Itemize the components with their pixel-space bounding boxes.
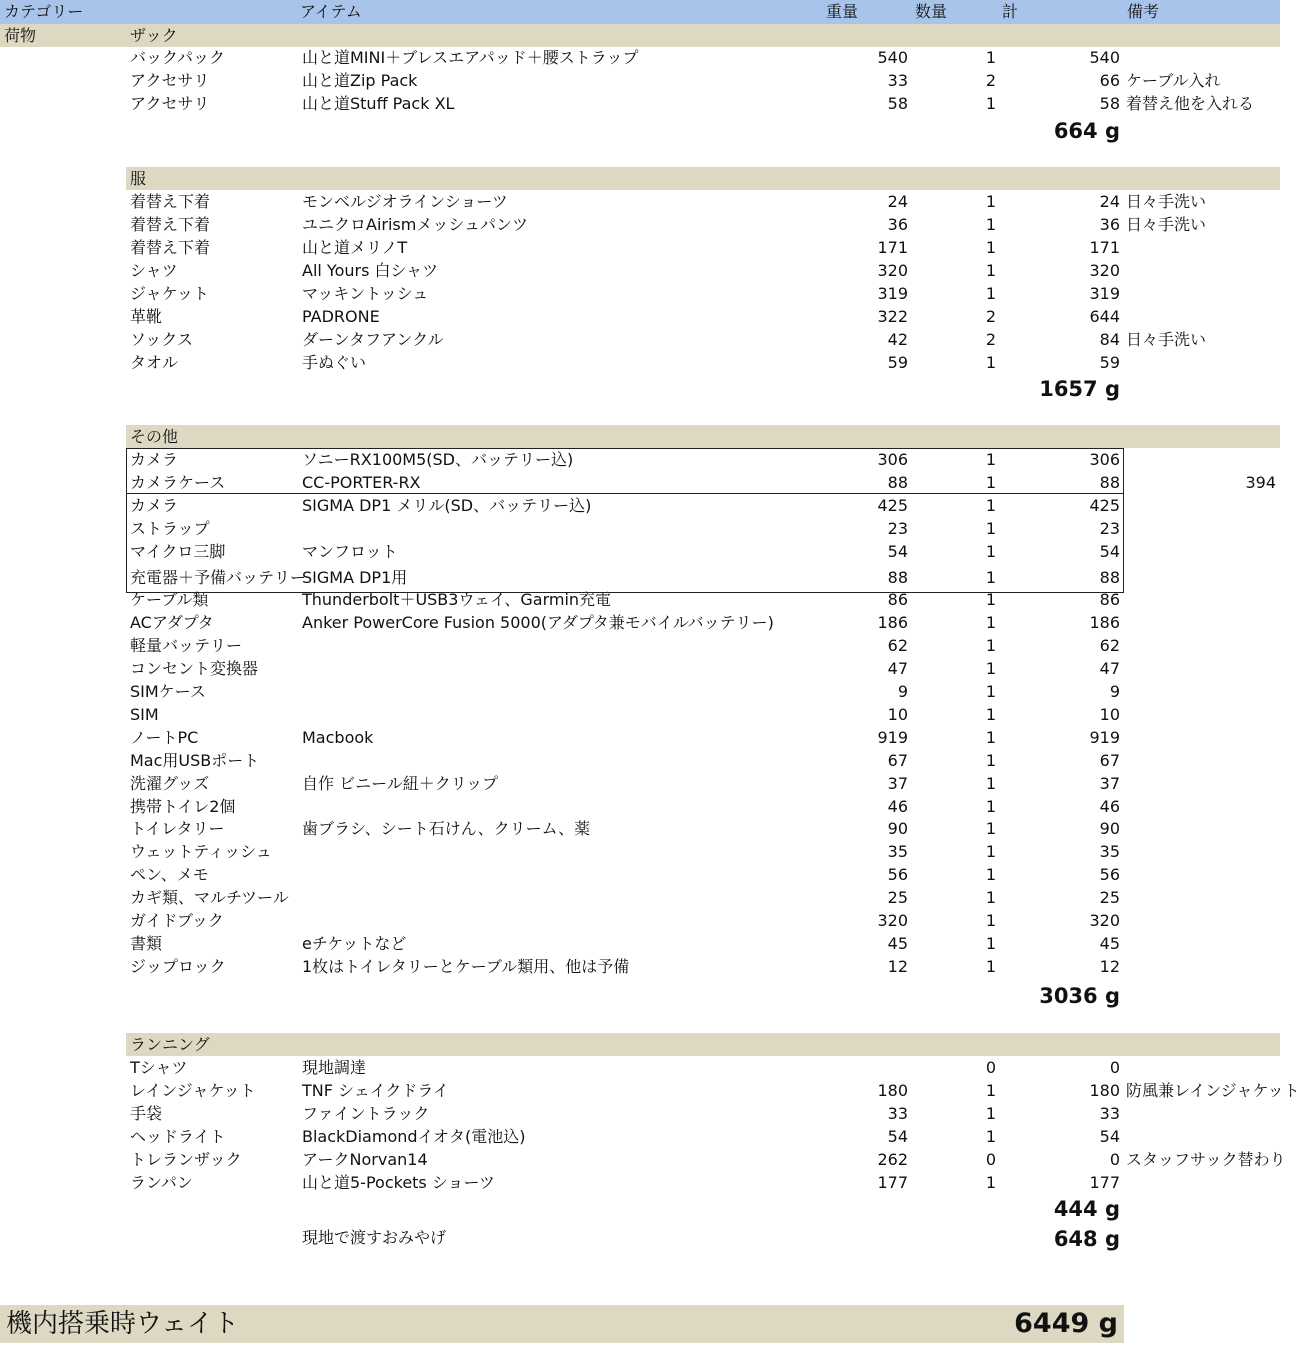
- row-item: BlackDiamondイオタ(電池込): [302, 1127, 526, 1146]
- row-qty: 1: [985, 215, 997, 234]
- row-total: 23: [1099, 519, 1120, 538]
- row-qty: 1: [985, 751, 997, 770]
- row-weight: 171: [877, 238, 908, 257]
- row-qty: 1: [985, 542, 997, 561]
- row-total: 186: [1089, 613, 1120, 632]
- row-note: 日々手洗い: [1126, 330, 1207, 349]
- row-weight: 59: [887, 353, 908, 372]
- row-qty: 2: [985, 330, 997, 349]
- row-category: カメラケース: [130, 473, 226, 492]
- row-category: ストラップ: [130, 519, 210, 538]
- row-item: PADRONE: [302, 307, 380, 326]
- row-weight: [800, 1056, 908, 1079]
- row-item: Thunderbolt＋USB3ウェイ、Garmin充電: [302, 590, 612, 609]
- row-category: Mac用USBポート: [130, 751, 260, 770]
- row-weight: 62: [887, 636, 908, 655]
- row-weight: 12: [887, 957, 908, 976]
- row-category: SIMケース: [130, 682, 206, 701]
- row-total: 425: [1089, 496, 1120, 515]
- row-total: 25: [1099, 888, 1120, 907]
- row-category: 洗濯グッズ: [130, 774, 210, 793]
- row-note: 日々手洗い: [1126, 192, 1207, 211]
- row-weight: 180: [877, 1081, 908, 1100]
- row-qty: 1: [985, 705, 997, 724]
- row-weight: 54: [887, 1127, 908, 1146]
- row-weight: 45: [887, 934, 908, 953]
- row-category: マイクロ三脚: [130, 542, 226, 561]
- row-qty: 1: [985, 1173, 997, 1192]
- row-item: SIGMA DP1 メリル(SD、バッテリー込): [302, 496, 592, 515]
- section-bar: [126, 1033, 1280, 1056]
- row-qty: 1: [985, 911, 997, 930]
- row-total: 919: [1089, 728, 1120, 747]
- row-total: 644: [1089, 307, 1120, 326]
- row-weight: 25: [887, 888, 908, 907]
- row-total: 0: [1109, 1058, 1120, 1077]
- row-qty: 1: [985, 934, 997, 953]
- section-label: ランニング: [130, 1035, 210, 1054]
- row-weight: 90: [887, 819, 908, 838]
- camera-group-border: [126, 448, 1124, 494]
- row-total: 0: [1109, 1150, 1120, 1169]
- row-total: 46: [1099, 797, 1120, 816]
- row-item: マンフロット: [302, 542, 398, 561]
- row-category: タオル: [130, 353, 179, 372]
- row-category: バックパック: [130, 48, 226, 67]
- row-item: アークNorvan14: [302, 1150, 428, 1169]
- row-total: 67: [1099, 751, 1120, 770]
- row-qty: 1: [985, 682, 997, 701]
- souvenir-label: 現地で渡すおみやげ: [302, 1228, 447, 1247]
- row-qty: 1: [985, 728, 997, 747]
- row-item: ダーンタフアンクル: [302, 330, 444, 349]
- row-qty: 1: [985, 473, 997, 492]
- header-total: 計: [1002, 2, 1019, 21]
- header-category: カテゴリー: [4, 2, 84, 21]
- row-total: 35: [1099, 842, 1120, 861]
- row-weight: 177: [877, 1173, 908, 1192]
- section-bar: [126, 167, 1280, 190]
- row-weight: 36: [887, 215, 908, 234]
- row-qty: 1: [985, 636, 997, 655]
- row-category: トイレタリー: [130, 819, 225, 838]
- row-category: ランパン: [130, 1173, 193, 1192]
- row-item: マッキントッシュ: [302, 284, 429, 303]
- row-qty: 1: [985, 1104, 997, 1123]
- row-item: SIGMA DP1用: [302, 568, 408, 587]
- row-item: ユニクロAirismメッシュパンツ: [302, 215, 529, 234]
- row-category: カギ類、マルチツール: [130, 888, 289, 907]
- row-category: アクセサリ: [130, 94, 210, 113]
- row-item: eチケットなど: [302, 934, 407, 953]
- row-weight: 23: [887, 519, 908, 538]
- column-header-bar: [0, 0, 1280, 24]
- row-total: 306: [1089, 450, 1120, 469]
- row-total: 88: [1099, 568, 1120, 587]
- row-total: 86: [1099, 590, 1120, 609]
- row-total: 180: [1089, 1081, 1120, 1100]
- row-category: トレランザック: [130, 1150, 242, 1169]
- row-item: 自作 ビニール紐＋クリップ: [302, 774, 499, 793]
- row-total: 37: [1099, 774, 1120, 793]
- row-qty: 1: [985, 819, 997, 838]
- row-weight: 33: [887, 1104, 908, 1123]
- row-weight: 186: [877, 613, 908, 632]
- final-total-label: 機内搭乗時ウェイト: [6, 1309, 239, 1339]
- row-qty: 2: [985, 307, 997, 326]
- row-total: 9: [1109, 682, 1120, 701]
- row-category: 着替え下着: [130, 215, 211, 234]
- row-note: スタッフサック替わり: [1126, 1150, 1286, 1169]
- row-category: ガイドブック: [130, 911, 224, 930]
- row-qty: 1: [985, 1081, 997, 1100]
- row-category: ケーブル類: [130, 590, 209, 609]
- row-note: 防風兼レインジャケット: [1126, 1081, 1300, 1100]
- final-total-bar: [0, 1305, 1124, 1343]
- camera-group-border: [126, 493, 1124, 593]
- row-weight: 47: [887, 659, 908, 678]
- row-category: ソックス: [130, 330, 194, 349]
- row-weight: 9: [897, 682, 908, 701]
- row-category: アクセサリ: [130, 71, 210, 90]
- row-total: 90: [1099, 819, 1120, 838]
- row-weight: 56: [887, 865, 908, 884]
- row-total: 171: [1089, 238, 1120, 257]
- row-qty: 0: [985, 1150, 997, 1169]
- row-qty: 1: [985, 590, 997, 609]
- row-item: CC-PORTER-RX: [302, 473, 421, 492]
- row-weight: 262: [877, 1150, 908, 1169]
- header-note: 備考: [1127, 2, 1160, 21]
- section-subtotal: 664 g: [1053, 119, 1120, 143]
- row-category: ジャケット: [130, 284, 209, 303]
- row-qty: 1: [985, 48, 997, 67]
- row-item: 山と道メリノT: [302, 238, 408, 257]
- row-weight: 320: [877, 261, 908, 280]
- row-qty: 2: [985, 71, 997, 90]
- row-qty: 1: [985, 797, 997, 816]
- row-item: 手ぬぐい: [302, 353, 367, 372]
- header-item: アイテム: [300, 2, 362, 21]
- row-item: 山と道MINI＋ブレスエアパッド＋腰ストラップ: [302, 48, 639, 67]
- row-total: 59: [1099, 353, 1120, 372]
- row-total: 540: [1089, 48, 1120, 67]
- row-total: 84: [1099, 330, 1120, 349]
- header-qty: 数量: [915, 2, 948, 21]
- row-total: 88: [1099, 473, 1120, 492]
- row-weight: 425: [877, 496, 908, 515]
- row-qty: 1: [985, 842, 997, 861]
- row-total: 24: [1099, 192, 1120, 211]
- row-qty: 1: [985, 568, 997, 587]
- row-weight: 88: [887, 473, 908, 492]
- row-weight: 33: [887, 71, 908, 90]
- row-total: 320: [1089, 261, 1120, 280]
- row-category: ヘッドライト: [130, 1127, 226, 1146]
- row-qty: 1: [985, 774, 997, 793]
- row-total: 47: [1099, 659, 1120, 678]
- row-weight: 67: [887, 751, 908, 770]
- section-label-bag: 荷物: [4, 26, 37, 45]
- row-note: 着替え他を入れる: [1126, 94, 1255, 113]
- section-label: 服: [130, 169, 147, 188]
- row-weight: 919: [877, 728, 908, 747]
- row-qty: 1: [985, 865, 997, 884]
- row-category: 着替え下着: [130, 192, 211, 211]
- row-weight: 88: [887, 568, 908, 587]
- row-item: 山と道5-Pockets ショーツ: [302, 1173, 495, 1192]
- side-value: 394: [1245, 473, 1276, 492]
- row-category: ACアダプタ: [130, 613, 214, 632]
- row-weight: 319: [877, 284, 908, 303]
- row-weight: 54: [887, 542, 908, 561]
- row-total: 177: [1089, 1173, 1120, 1192]
- row-weight: 46: [887, 797, 908, 816]
- row-total: 54: [1099, 542, 1120, 561]
- row-note: 日々手洗い: [1126, 215, 1207, 234]
- row-weight: 37: [887, 774, 908, 793]
- row-category: 充電器＋予備バッテリー: [130, 568, 307, 587]
- row-item: 現地調達: [302, 1058, 367, 1077]
- row-qty: 1: [985, 613, 997, 632]
- row-category: シャツ: [130, 261, 178, 280]
- row-item: 歯ブラシ、シート石けん、クリーム、薬: [302, 819, 591, 838]
- row-qty: 1: [985, 888, 997, 907]
- row-category: 革靴: [130, 307, 163, 326]
- row-category: 書類: [130, 934, 163, 953]
- row-weight: 322: [877, 307, 908, 326]
- section-subtotal: 444 g: [1053, 1197, 1120, 1221]
- row-qty: 1: [985, 284, 997, 303]
- souvenir-value: 648 g: [1053, 1227, 1120, 1251]
- row-category: ウェットティッシュ: [130, 842, 272, 861]
- section-label: その他: [130, 427, 179, 446]
- row-total: 10: [1099, 705, 1120, 724]
- row-weight: 10: [887, 705, 908, 724]
- row-item: ソニーRX100M5(SD、バッテリー込): [302, 450, 574, 469]
- row-item: モンベルジオラインショーツ: [302, 192, 508, 211]
- final-total-value: 6449 g: [1014, 1308, 1118, 1339]
- row-item: 山と道Stuff Pack XL: [302, 94, 455, 113]
- row-total: 319: [1089, 284, 1120, 303]
- row-total: 45: [1099, 934, 1120, 953]
- row-category: 携帯トイレ2個: [130, 797, 236, 816]
- row-total: 62: [1099, 636, 1120, 655]
- row-total: 56: [1099, 865, 1120, 884]
- row-total: 12: [1099, 957, 1120, 976]
- row-category: SIM: [130, 705, 159, 724]
- row-item: 1枚はトイレタリーとケーブル類用、他は予備: [302, 957, 630, 976]
- row-note: ケーブル入れ: [1126, 71, 1221, 90]
- row-total: 66: [1099, 71, 1120, 90]
- row-qty: 1: [985, 261, 997, 280]
- row-category: 手袋: [130, 1104, 163, 1123]
- row-qty: 0: [985, 1058, 997, 1077]
- row-weight: 306: [877, 450, 908, 469]
- row-total: 36: [1099, 215, 1120, 234]
- row-qty: 1: [985, 94, 997, 113]
- row-category: 軽量バッテリー: [130, 636, 243, 655]
- row-category: レインジャケット: [130, 1081, 256, 1100]
- row-category: カメラ: [130, 450, 179, 469]
- row-category: カメラ: [130, 496, 179, 515]
- row-weight: 42: [887, 330, 908, 349]
- row-qty: 1: [985, 450, 997, 469]
- row-item: Anker PowerCore Fusion 5000(アダプタ兼モバイルバッテリー): [302, 613, 774, 632]
- row-qty: 1: [985, 1127, 997, 1146]
- row-total: 33: [1099, 1104, 1120, 1123]
- row-qty: 1: [985, 238, 997, 257]
- row-category: ジップロック: [130, 957, 226, 976]
- row-total: 58: [1099, 94, 1120, 113]
- row-weight: 58: [887, 94, 908, 113]
- row-qty: 1: [985, 957, 997, 976]
- row-weight: 35: [887, 842, 908, 861]
- row-weight: 320: [877, 911, 908, 930]
- row-qty: 1: [985, 496, 997, 515]
- row-weight: 86: [887, 590, 908, 609]
- row-item: All Yours 白シャツ: [302, 261, 439, 280]
- row-category: ノートPC: [130, 728, 199, 747]
- row-category: ペン、メモ: [130, 865, 209, 884]
- section-label-zack: ザック: [130, 26, 178, 45]
- row-qty: 1: [985, 659, 997, 678]
- row-total: 320: [1089, 911, 1120, 930]
- row-item: TNF シェイクドライ: [302, 1081, 449, 1100]
- row-weight: 540: [877, 48, 908, 67]
- row-category: 着替え下着: [130, 238, 211, 257]
- header-weight: 重量: [826, 2, 859, 21]
- row-item: ファイントラック: [302, 1104, 430, 1123]
- row-qty: 1: [985, 519, 997, 538]
- row-weight: 24: [887, 192, 908, 211]
- section-bar-bag: [0, 24, 1280, 47]
- section-subtotal: 3036 g: [1039, 984, 1120, 1008]
- row-item: 山と道Zip Pack: [302, 71, 418, 90]
- row-qty: 1: [985, 192, 997, 211]
- section-subtotal: 1657 g: [1039, 377, 1120, 401]
- row-category: コンセント変換器: [130, 659, 259, 678]
- section-bar: [126, 425, 1280, 448]
- row-total: 54: [1099, 1127, 1120, 1146]
- row-qty: 1: [985, 353, 997, 372]
- row-category: Tシャツ: [130, 1058, 188, 1077]
- row-item: Macbook: [302, 728, 374, 747]
